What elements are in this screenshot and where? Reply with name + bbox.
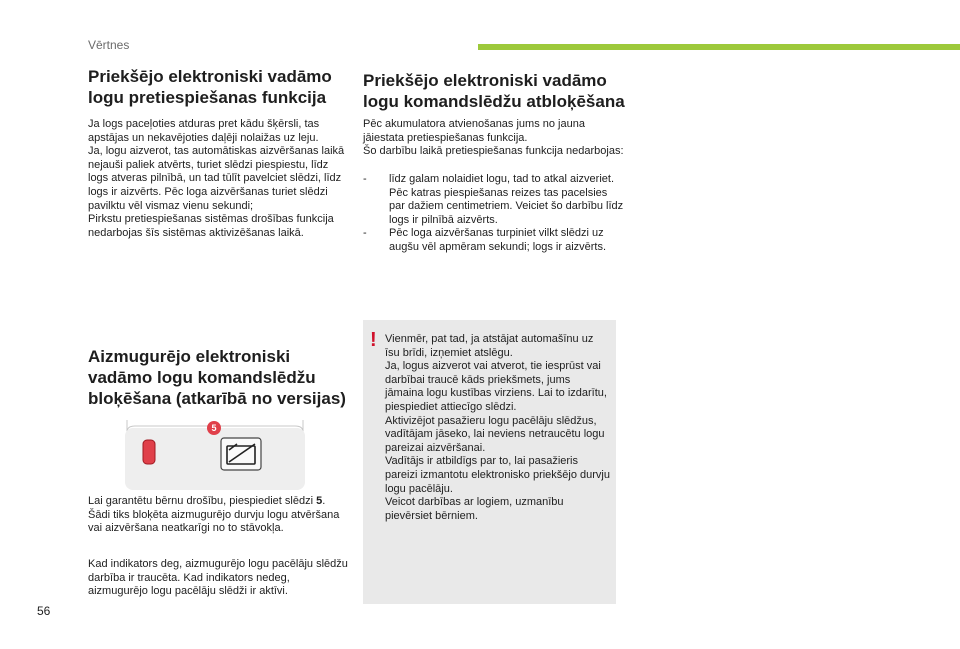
unlock-intro: Pēc akumulatora atvienošanas jums no jauna jāiestata pretiespiešanas funkcija. Šo darbību laikā pretiespiešanas funkcija nedarbojas: xyxy=(363,118,624,158)
warning-text: Vienmēr, pat tad, ja atstājat automašīnu uz īsu brīdi, izņemiet atslēgu. Ja, logus aizverot vai atverot, tie iesprūst vai darbībai traucē kāds priekšmets, jums jāmaina logu kustības virziens. Lai to izdarītu, piespiediet attiecīgo slēdzi. Aktivizējot pasažieru logu pacēlāju slēdžus, vadītājam jāseko, lai neviens netraucētu logu pareizai aizvēršanai. Vadītājs ir atbildīgs par to, lai pasažieris pareizi izmantotu elektronisko priekšējo durvju logu pacēlāju. Veicot darbības ar logiem, uzmanību pievērsiet bērniem. xyxy=(385,333,610,522)
list-item xyxy=(363,227,625,254)
list-dash: - xyxy=(363,227,367,240)
unlock-step-2: Pēc loga aizvēršanas turpiniet vilkt slēdzi uz augšu vēl apmēram sekundi; logs ir aizvērts. xyxy=(389,227,607,253)
rear-lock-heading: Aizmugurējo elektroniski vadāmo logu komandslēdžu bloķēšana (atkarībā no versijas) xyxy=(88,347,346,408)
unlock-step-1: līdz galam nolaidiet logu, tad to atkal aizveriet. Pēc katras piespiešanas reizes tas pacelsies par dažiem centimetriem. Veiciet šo darbību līdz logs ir pilnībā aizvērts. xyxy=(389,173,624,226)
list-dash: - xyxy=(363,173,367,185)
warning-icon: ! xyxy=(370,329,377,351)
page-number: 56 xyxy=(37,604,51,618)
rear-lock-text-2: Kad indikators deg, aizmugurējo logu pacēlāju slēdžu darbība ir traucēta. Kad indikators nedeg, aizmugurējo logu pacēlāju slēdži ir aktīvi. xyxy=(88,558,348,598)
unlock-heading: Priekšējo elektroniski vadāmo logu komandslēdžu atbloķēšana xyxy=(363,71,625,111)
rear-lock-text-1a: Lai garantētu bērnu drošību, piespiediet slēdzi xyxy=(88,495,317,507)
list-item xyxy=(363,173,625,227)
callout-badge: 5 xyxy=(207,421,221,435)
section-accent-bar xyxy=(478,44,960,50)
anti-pinch-heading: Priekšējo elektroniski vadāmo logu pretiespiešanas funkcija xyxy=(88,67,332,107)
indicator-led xyxy=(143,440,155,464)
unlock-steps xyxy=(363,173,625,255)
rear-lock-ref: 5 xyxy=(316,495,323,507)
anti-pinch-text: Ja logs paceļoties atduras pret kādu šķērsli, tas apstājas un nekavējoties daļēji nolaižas uz leju. Ja, logu aizverot, tas automātiskas aizvēršanas laikā nejauši paliek atvērts, turiet slēdzi piespiestu, līdz logs atveras pilnībā, un tad tūlīt pavelciet slēdzi, līdz logs ir aizvērts. Pēc loga aizvēršanas turiet slēdzi pavilktu vēl vismaz vienu sekundi; Pirkstu pretiespiešanas sistēmas drošības funkcija nedarbojas šīs sistēmas aktivizēšanas laikā. xyxy=(88,118,345,239)
section-title: Vērtnes xyxy=(88,38,130,52)
rear-lock-text-1 xyxy=(88,495,350,536)
rear-lock-text-1b: . Šādi tiks bloķēta aizmugurējo durvju logu atvēršana vai aizvēršana neatkarīgi no to stāvokļa. xyxy=(88,495,340,535)
